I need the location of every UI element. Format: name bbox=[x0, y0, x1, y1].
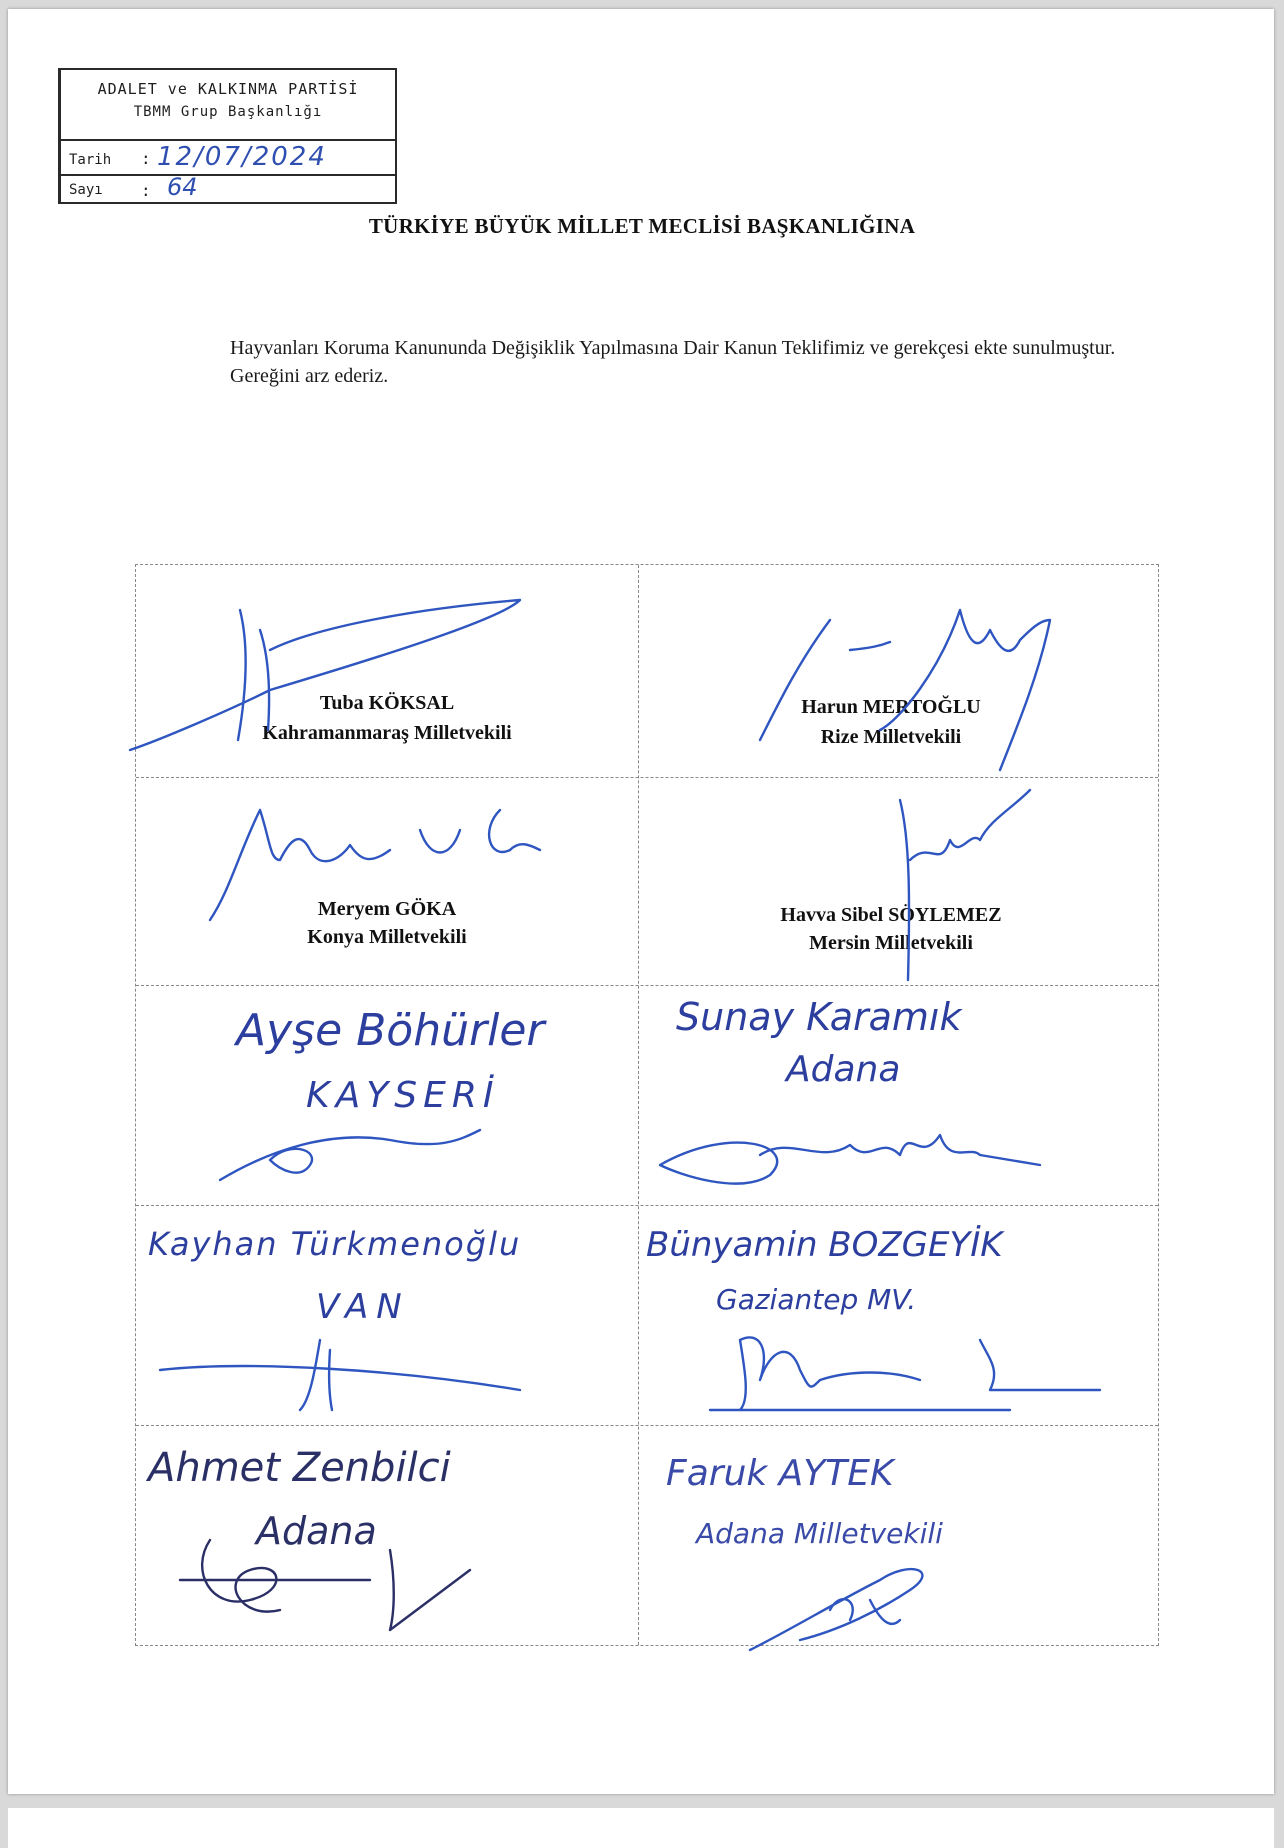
signatory-title: Rize Milletvekili bbox=[820, 726, 962, 748]
stamp-date-value: 12/07/2024 bbox=[157, 142, 327, 172]
signature-kayhan-turkmenoglu bbox=[150, 1330, 530, 1420]
signature-tuba-koksal bbox=[120, 590, 540, 770]
signature-sunay-karamik bbox=[650, 1105, 1050, 1205]
signatory-name: Tuba KÖKSAL bbox=[319, 692, 455, 714]
stamp-party: ADALET ve KALKINMA PARTİSİ bbox=[97, 80, 359, 98]
handwritten-province: Adana Milletvekili bbox=[696, 1517, 943, 1550]
stamp-office: TBMM Grup Başkanlığı bbox=[133, 104, 323, 120]
signatory-title: Kahramanmaraş Milletvekili bbox=[262, 722, 512, 744]
signature-bunyamin-bozgeyik bbox=[700, 1310, 1140, 1430]
handwritten-province: Gaziantep MV. bbox=[716, 1283, 917, 1316]
handwritten-province: Adana bbox=[786, 1049, 901, 1090]
handwritten-province: Adana bbox=[256, 1509, 377, 1553]
signature-faruk-aytekin bbox=[740, 1550, 980, 1660]
signatory-title: Konya Milletvekili bbox=[307, 926, 467, 948]
signatory-title: Mersin Milletvekili bbox=[809, 932, 973, 954]
letter-body bbox=[154, 334, 1122, 390]
body-paragraph: Hayvanları Koruma Kanununda Değişiklik Yapılmasına Dair Kanun Teklifimiz ve gerekçesi ekte sunulmuştur. bbox=[230, 337, 1116, 359]
handwritten-name: Kayhan Türkmenoğlu bbox=[148, 1225, 522, 1263]
handwritten-name: Faruk AYTEK bbox=[666, 1453, 894, 1494]
handwritten-name: Bünyamin BOZGEYİK bbox=[646, 1225, 1003, 1265]
signature-ahmet-zenbilci bbox=[170, 1530, 510, 1640]
handwritten-name: Ahmet Zenbilci bbox=[148, 1445, 451, 1491]
handwritten-name: Sunay Karamık bbox=[676, 995, 962, 1039]
signatory-name: Meryem GÖKA bbox=[317, 898, 457, 920]
stamp-number-value: 64 bbox=[167, 173, 198, 201]
signature-meryem-goka bbox=[200, 790, 560, 930]
signatory-name: Harun MERTOĞLU bbox=[801, 696, 981, 718]
signature-ayse-bohurler bbox=[210, 1110, 490, 1190]
signatory-name: Havva Sibel SÖYLEMEZ bbox=[780, 904, 1002, 926]
next-page-edge bbox=[8, 1808, 1274, 1848]
stamp-number-label: Sayı bbox=[69, 182, 103, 198]
handwritten-province: VAN bbox=[316, 1287, 410, 1327]
signature-havva-sibel-soylemez bbox=[880, 780, 1060, 990]
grid-divider bbox=[638, 565, 639, 1645]
party-stamp bbox=[58, 68, 397, 204]
grid-divider bbox=[136, 1205, 1158, 1206]
handwritten-province: KAYSERİ bbox=[306, 1075, 500, 1116]
stamp-colon: : bbox=[141, 149, 151, 168]
handwritten-name: Ayşe Böhürler bbox=[236, 1005, 545, 1056]
signature-harun-mertoglu bbox=[720, 590, 1080, 780]
stamp-date-label: Tarih bbox=[69, 152, 112, 168]
body-closing: Gereğini arz ederiz. bbox=[230, 365, 389, 387]
addressee-heading: TÜRKİYE BÜYÜK MİLLET MECLİSİ BAŞKANLIĞINA bbox=[368, 214, 916, 238]
stamp-colon: : bbox=[141, 181, 151, 200]
